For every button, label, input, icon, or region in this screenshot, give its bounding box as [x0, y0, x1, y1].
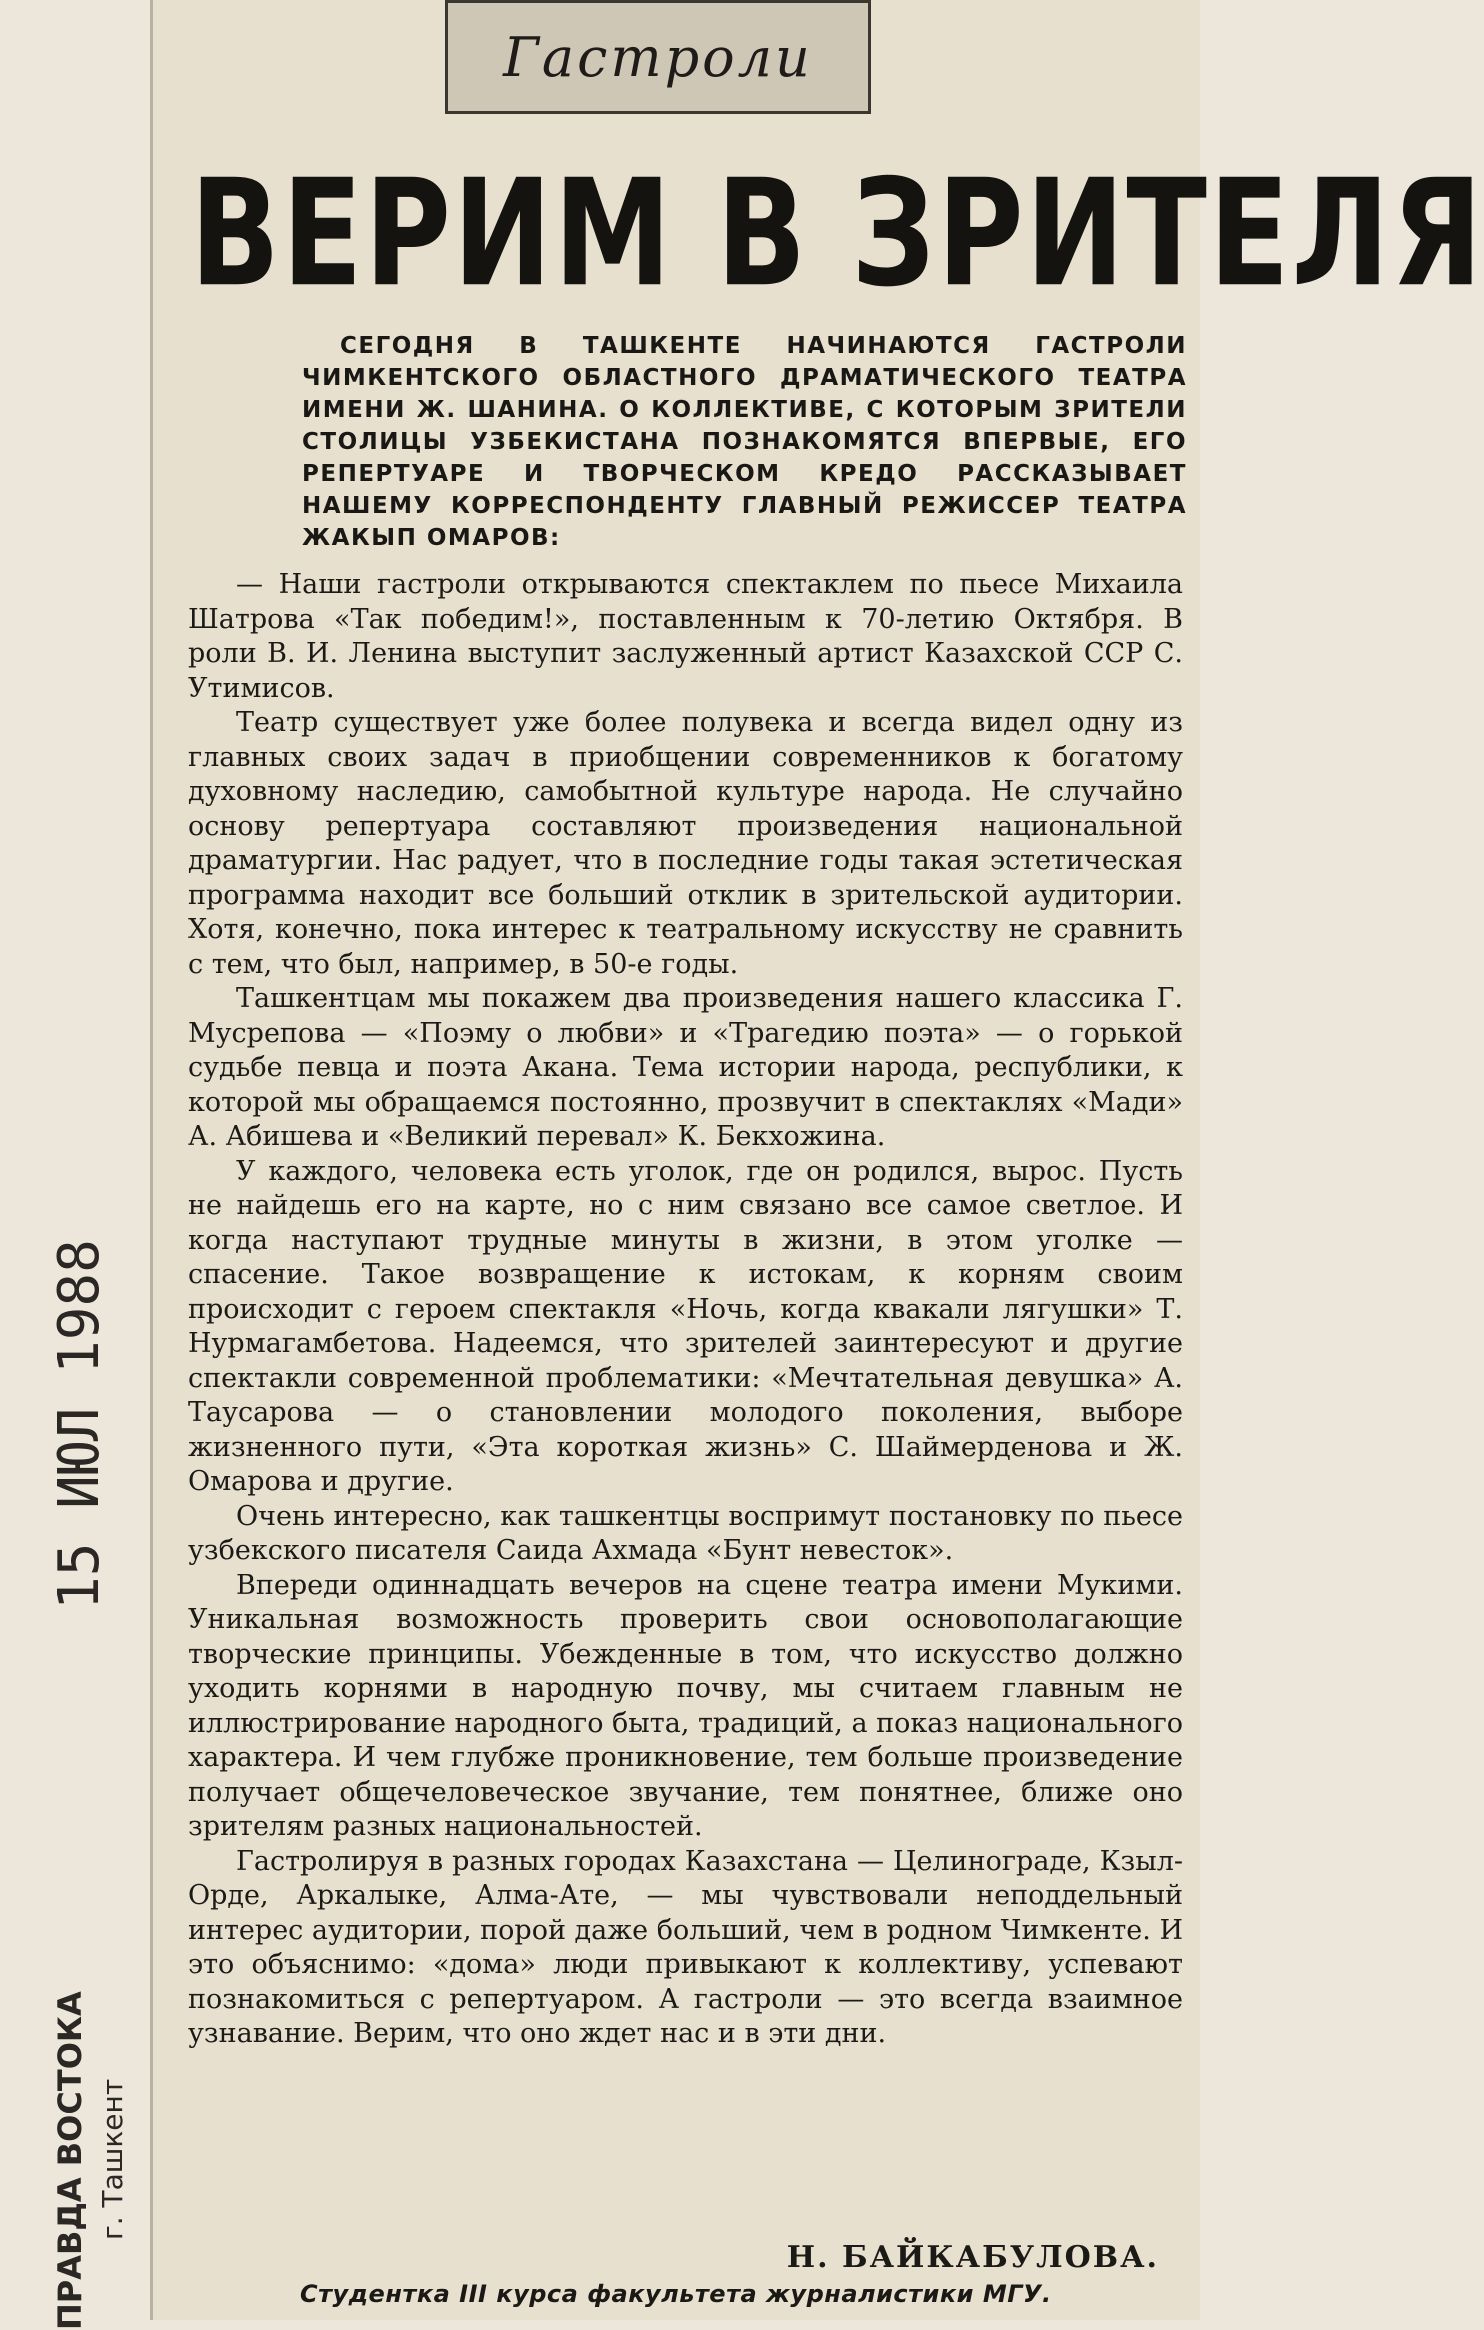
body-paragraph: У каждого, человека есть уголок, где он родился, вырос. Пусть не найдешь его на карте, но с ним связано все самое светлое. И когда наступают трудные минуты в жизни, в этом уголке — спасение. Такое возвращение к истокам, к корням своим происходит с героем спектакля «Ночь, когда квакали лягушки» Т. Нурмагамбетова. Надеемся, что зрителей заинтересуют и другие спектакли современной проблематики: «Мечтательная девушка» А. Таусарова — о становлении молодого поколения, выборе жизненного пути, «Эта короткая жизнь» С. Шаймерденова и Ж. Омарова и другие.	[188, 1155, 1183, 1497]
body-paragraph: Ташкентцам мы покажем два произведения нашего классика Г. Мусрепова — «Поэму о любви» и «Трагедию поэта» — о горькой судьбе певца и поэта Акана. Тема истории народа, республики, к которой мы обращаемся постоянно, прозвучит в спектаклях «Мади» А. Абишева и «Великий перевал» К. Бекхожина.	[188, 983, 1183, 1152]
article-headline: ВЕРИМ В ЗРИТЕЛЯ	[190, 146, 1484, 320]
body-paragraph: Гастролируя в разных городах Казахстана — Целинограде, Кзыл-Орде, Аркалыке, Алма-Ате, — мы чувствовали неподдельный интерес аудитории, порой даже больший, чем в родном Чимкенте. И это объяснимо: «дома» люди привыкают к коллективу, успевают познакомиться с репертуаром. А гастроли — это всегда взаимное узнавание. Верим, что оно ждет нас и в эти дни.	[188, 1845, 1183, 2049]
clipping-edge	[150, 0, 153, 2320]
stamp-city: г. Ташкент	[96, 2078, 129, 2240]
section-rubric: Гастроли	[445, 0, 871, 114]
author-caption: Студентка III курса факультета журналистики МГУ.	[300, 2280, 1052, 2308]
article-body	[188, 568, 1183, 2052]
stamp-date: 15 ИЮЛ 1988	[47, 1239, 112, 1610]
stamp-source: ПРАВДА ВОСТОКА	[51, 1991, 89, 2330]
body-paragraph: — Наши гастроли открываются спектаклем по пьесе Михаила Шатрова «Так победим!», поставленным к 70-летию Октября. В роли В. И. Ленина выступит заслуженный артист Казахской ССР С. Утимисов.	[188, 569, 1183, 704]
author-signature: Н. БАЙКАБУЛОВА.	[786, 2240, 1159, 2275]
body-paragraph: Театр существует уже более полувека и всегда видел одну из главных своих задач в приобщении современников к богатому духовному наследию, самобытной культуре народа. Не случайно основу репертуара составляют произведения национальной драматургии. Нас радует, что в последние годы такая эстетическая программа находит все больший отклик в зрительской аудитории. Хотя, конечно, пока интерес к театральному искусству не сравнить с тем, что был, например, в 50-е годы.	[188, 707, 1183, 980]
body-paragraph: Впереди одиннадцать вечеров на сцене театра имени Мукими. Уникальная возможность проверить свои основополагающие творческие принципы. Убежденные в том, что искусство должно уходить корнями в народную почву, мы считаем главным не иллюстрирование народного быта, традиций, а показ национального характера. И чем глубже проникновение, тем больше произведение получает общечеловеческое звучание, тем понятнее, ближе оно зрителям разных национальностей.	[188, 1569, 1183, 1842]
article-lead: СЕГОДНЯ В ТАШКЕНТЕ НАЧИНАЮТСЯ ГАСТРОЛИ ЧИМКЕНТСКОГО ОБЛАСТНОГО ДРАМАТИЧЕСКОГО ТЕАТРА ИМЕНИ Ж. ШАНИНА. О КОЛЛЕКТИВЕ, С КОТОРЫМ ЗРИТЕЛИ СТОЛИЦЫ УЗБЕКИСТАНА ПОЗНАКОМЯТСЯ ВПЕРВЫЕ, ЕГО РЕПЕРТУАРЕ И ТВОРЧЕСКОМ КРЕДО РАССКАЗЫВАЕТ НАШЕМУ КОРРЕСПОНДЕНТУ ГЛАВНЫЙ РЕЖИССЕР ТЕАТРА ЖАКЫП ОМАРОВ:	[302, 333, 1187, 551]
body-paragraph: Очень интересно, как ташкентцы воспримут постановку по пьесе узбекского писателя Саида Ахмада «Бунт невесток».	[188, 1500, 1183, 1566]
